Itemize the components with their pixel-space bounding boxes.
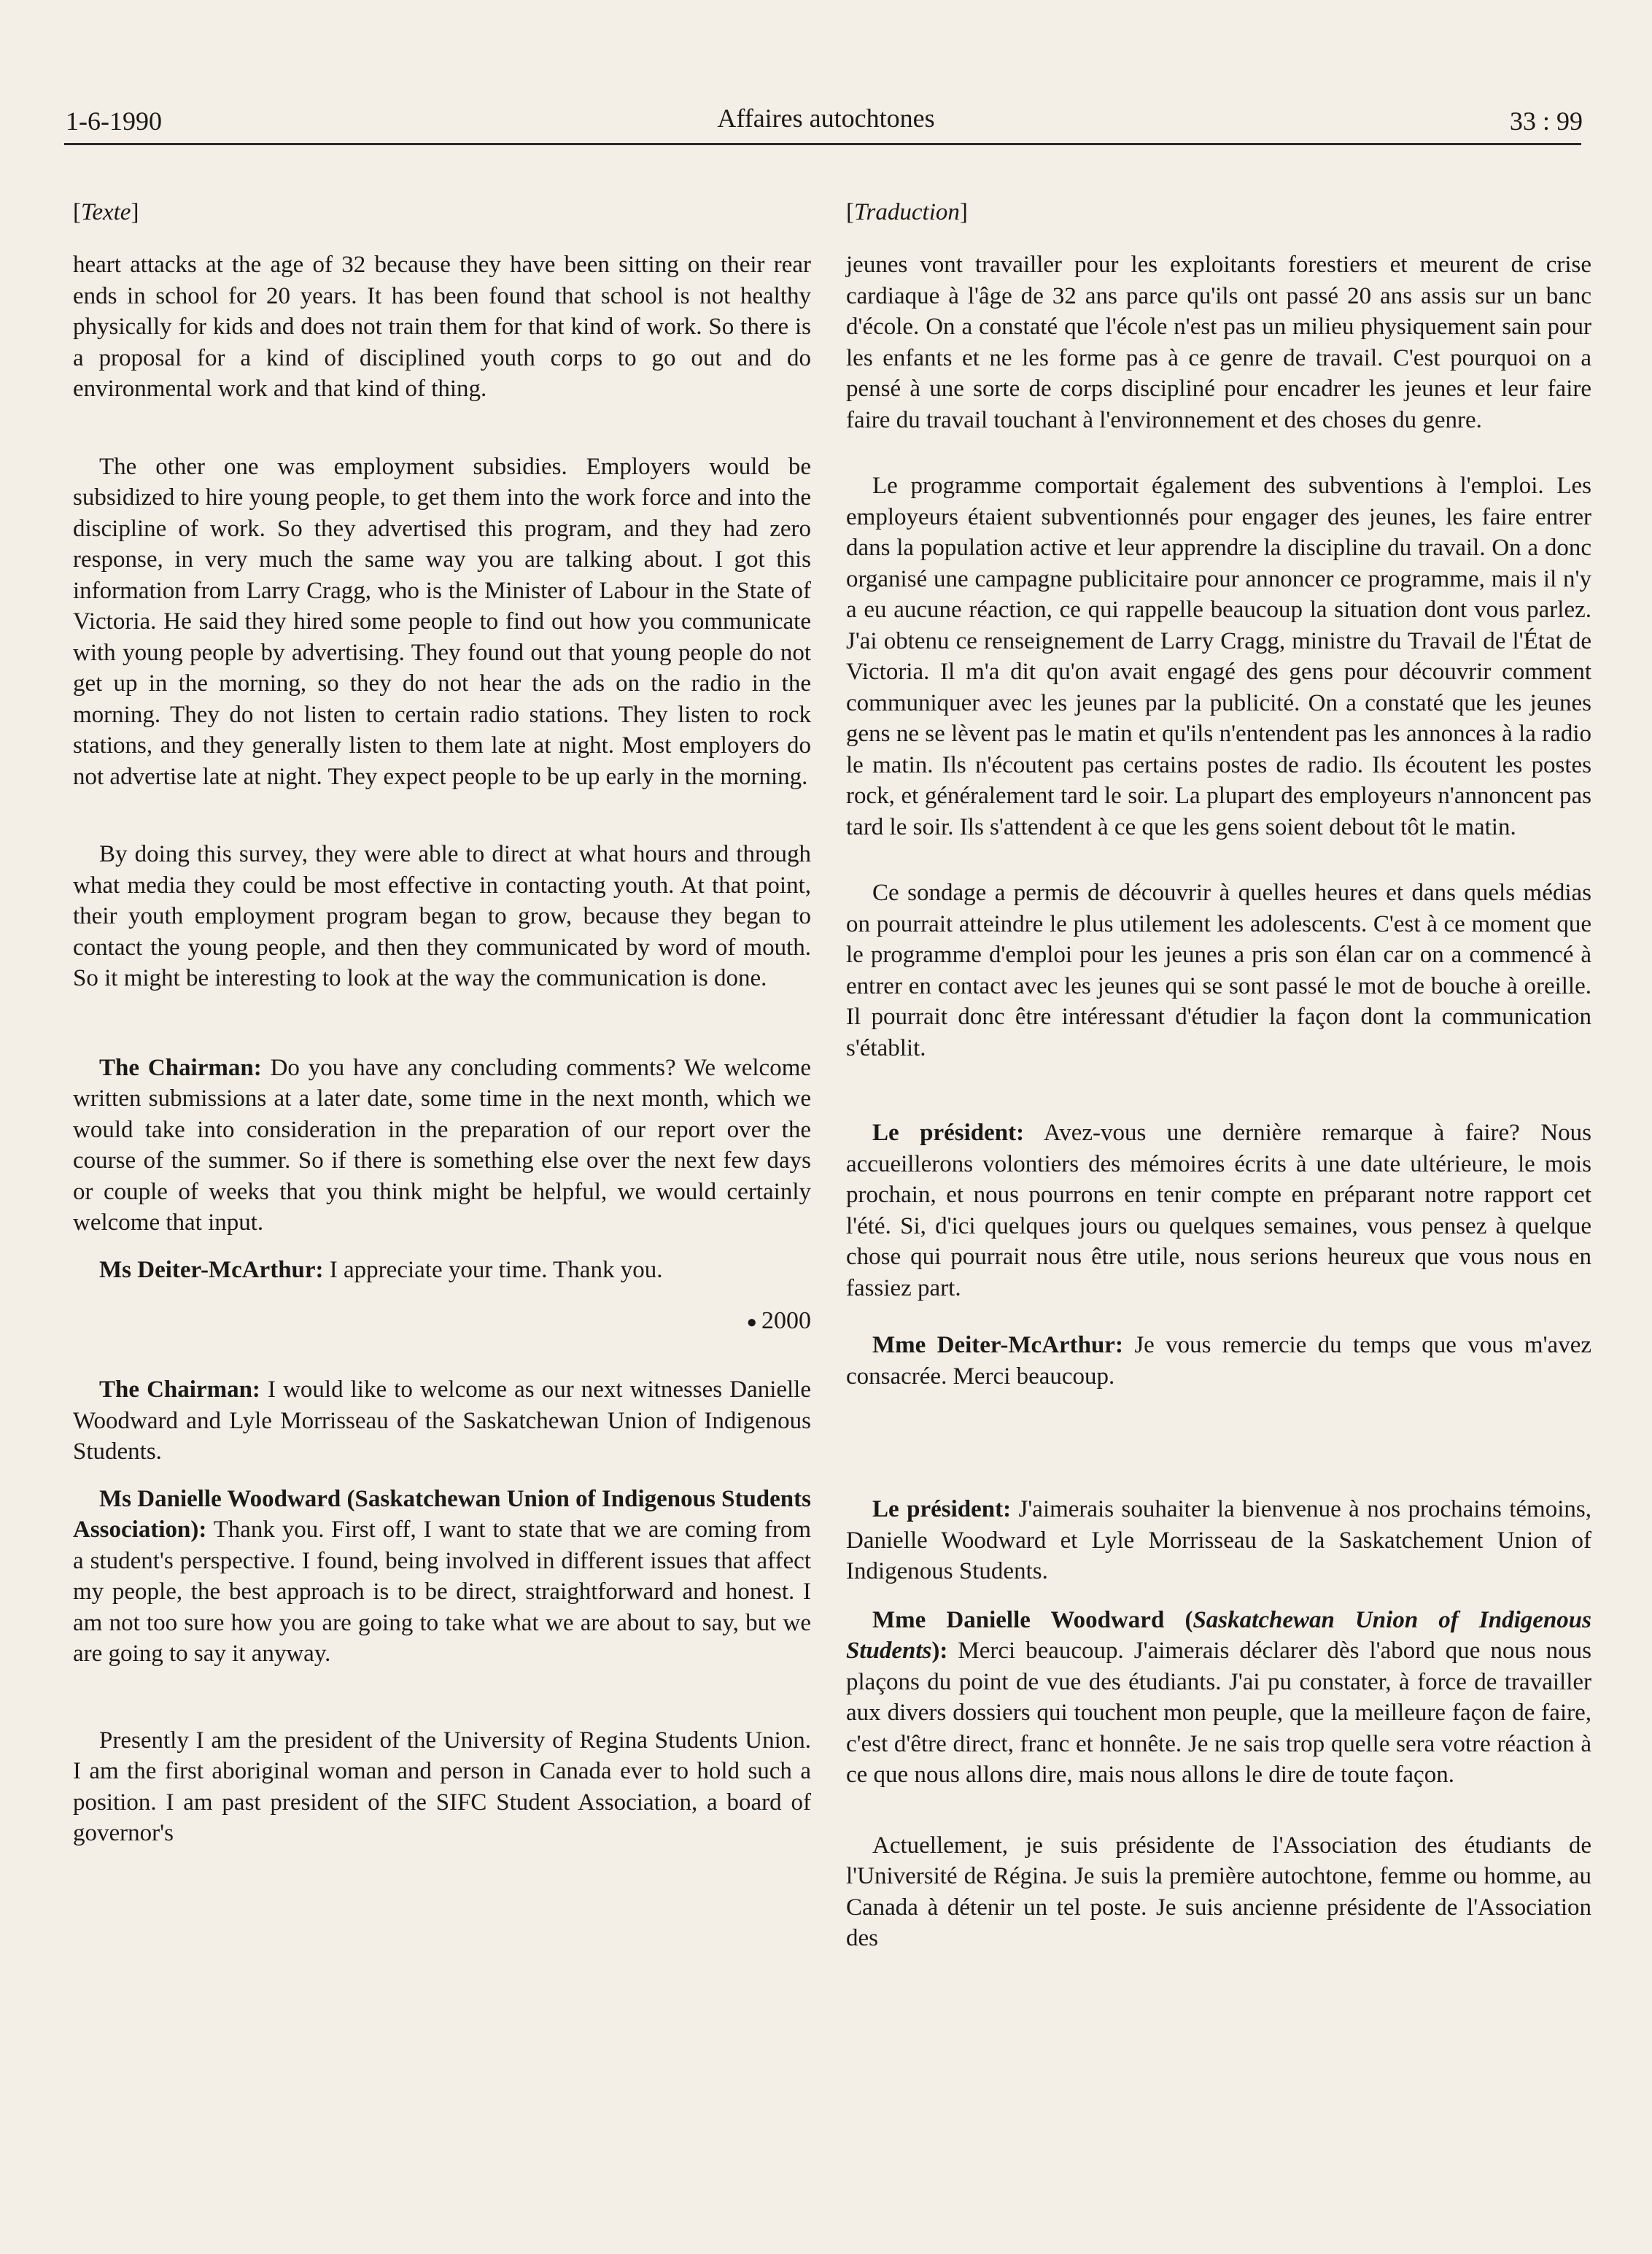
- speaker-name: The Chairman:: [99, 1054, 262, 1081]
- right-column: [846, 197, 1591, 1954]
- paragraph: Actuellement, je suis présidente de l'Association des étudiants de l'Université de Régina. Je suis la première autochtone, femme ou homme, au Canada à détenir un tel poste. Je suis ancienne présidente de l'Association des: [846, 1832, 1591, 1951]
- paragraph: Mme Danielle Woodward (Saskatchewan Union of Indigenous Students): Merci beaucoup. J'aimerais déclarer dès l'abord que nous nous plaçons du point de vue des étudiants. J'ai pu constater, à force de travailler aux divers dossiers qui touchent mon peuple, que la meilleure façon de faire, c'est d'être direct, franc et honnête. Je ne sais trop quelle sera votre réaction à ce que nous allons dire, mais nous allons le dire de toute façon.: [846, 1606, 1591, 1788]
- paragraph: Mme Deiter-McArthur: Je vous remercie du temps que vous m'avez consacrée. Merci beaucoup.: [846, 1332, 1591, 1390]
- timestamp: ● 2000: [746, 1307, 811, 1334]
- paragraph: The Chairman: Do you have any concluding comments? We welcome written submissions at a later date, some time in the next month, which we would take into consideration in the preparation of our report over the course of the summer. So if there is something else over the next few days or couple of weeks that you think might be helpful, we would certainly welcome that input.: [73, 1054, 812, 1236]
- paragraph: The other one was employment subsidies. Employers would be subsidized to hire young people, to get them into the work force and into the discipline of work. So they advertised this program, and they had zero response, in very much the same way you are talking about. I got this information from Larry Cragg, who is the Minister of Labour in the State of Victoria. He said they hired some people to find out how you communicate with young people by advertising. They found out that young people do not get up in the morning, so they do not hear the ads on the radio in the morning. They do not listen to certain radio stations. They listen to rock stations, and they generally listen to them late at night. Most employers do not advertise late at night. They expect people to be up early in the morning.: [73, 453, 811, 790]
- speaker-name: Mme Deiter-McArthur:: [872, 1332, 1123, 1358]
- paragraph: Ce sondage a permis de découvrir à quelles heures et dans quels médias on pourrait atteindre le plus utilement les adolescents. C'est à ce moment que le programme d'emploi pour les jeunes a pris son élan car on a commencé à entrer en contact avec les jeunes qui se sont passé le mot de bouche à oreille. Il pourrait donc être intéressant d'étudier la façon dont la communication s'établit.: [846, 880, 1591, 1061]
- paragraph: Le président: J'aimerais souhaiter la bienvenue à nos prochains témoins, Danielle Woodward et Lyle Morrisseau de la Saskatchement Union of Indigenous Students.: [846, 1496, 1591, 1584]
- header-rule: [64, 143, 1581, 145]
- paragraph: Le programme comportait également des subventions à l'emploi. Les employeurs étaient subventionnés pour engager des jeunes, les faire entrer dans la population active et leur apprendre la discipline du travail. On a donc organisé une campagne publicitaire pour annoncer ce programme, mais il n'y a eu aucune réaction, ce qui rappelle beaucoup la situation dont vous parlez. J'ai obtenu ce renseignement de Larry Cragg, ministre du Travail de l'État de Victoria. Il m'a dit qu'on avait engagé des gens pour découvrir comment communiquer avec les jeunes par la publicité. On a constaté que les jeunes gens ne se lèvent pas le matin et qu'ils n'entendent pas les annonces à la radio le matin. Ils n'écoutent pas certains postes de radio. Ils écoutent les postes rock, et généralement tard le soir. La plupart des employeurs n'annoncent pas tard le soir. Ils s'attendent à ce que les gens soient debout tôt le matin.: [846, 473, 1591, 840]
- column-tag-texte: [Texte]: [73, 199, 139, 225]
- speaker-name: The Chairman:: [99, 1376, 260, 1403]
- speaker-name: Ms Deiter-McArthur:: [99, 1256, 324, 1283]
- paragraph: The Chairman: I would like to welcome as our next witnesses Danielle Woodward and Lyle Morrisseau of the Saskatchewan Union of Indigenous Students.: [73, 1376, 812, 1465]
- paragraph: Le président: Avez-vous une dernière remarque à faire? Nous accueillerons volontiers des mémoires écrits à une date ultérieure, le mois prochain, et nous pourrons en tenir compte en préparant notre rapport cet l'été. Si, d'ici quelques jours ou quelques semaines, vous pensez à quelque chose qui pourrait nous être utile, nous serions heureux que vous nous en fassiez part.: [846, 1120, 1591, 1301]
- speaker-name: Ms Danielle Woodward (Saskatchewan Union of Indigenous Students Association):: [73, 1485, 811, 1544]
- speaker-name: Le président:: [872, 1120, 1025, 1146]
- header-page-number: 33 : 99: [1509, 106, 1583, 136]
- header-date: 1-6-1990: [66, 106, 162, 136]
- paragraph: By doing this survey, they were able to direct at what hours and through what media they could be most effective in contacting youth. At that point, their youth employment program began to grow, because they began to contact the young people, and then they communicated by word of mouth. So it might be interesting to look at the way the communication is done.: [73, 841, 811, 991]
- speaker-affiliation: Saskatchewan Union of Indigenous Students: [846, 1606, 1591, 1664]
- speaker-name: Mme Danielle Woodward (: [872, 1606, 1193, 1633]
- paragraph: Ms Deiter-McArthur: I appreciate your time. Thank you.: [99, 1256, 663, 1283]
- paragraph: Ms Danielle Woodward (Saskatchewan Union of Indigenous Students Association): Thank you. First off, I want to state that we are coming from a student's perspective. I found, being involved in different issues that affect my people, the best approach is to be direct, straightforward and honest. I am not too sure how you are going to take what we are about to say, but we are going to say it anyway.: [73, 1485, 811, 1668]
- speaker-name: Le président:: [872, 1496, 1012, 1522]
- header-title: Affaires autochtones: [717, 104, 935, 133]
- paragraph: heart attacks at the age of 32 because they have been sitting on their rear ends in school for 20 years. It has been found that school is not healthy physically for kids and does not train them for that kind of work. So there is a proposal for a kind of disciplined youth corps to go out and do environmental work and that kind of thing.: [73, 252, 811, 402]
- left-column: [73, 197, 811, 1849]
- paragraph: jeunes vont travailler pour les exploitants forestiers et meurent de crise cardiaque à l'âge de 32 ans parce qu'ils ont passé 20 ans assis sur un banc d'école. On a constaté que l'école n'est pas un milieu physiquement sain pour les enfants et ne les forme pas à ce genre de travail. C'est pourquoi on a pensé à une sorte de corps discipliné pour encadrer les jeunes et leur faire faire du travail touchant à l'environnement et des choses du genre.: [846, 252, 1591, 433]
- paragraph: Presently I am the president of the University of Regina Students Union. I am the first aboriginal woman and person in Canada ever to hold such a position. I am past president of the SIFC Student Association, a board of governor's: [73, 1727, 811, 1847]
- column-tag-traduction: [Traduction]: [846, 199, 968, 225]
